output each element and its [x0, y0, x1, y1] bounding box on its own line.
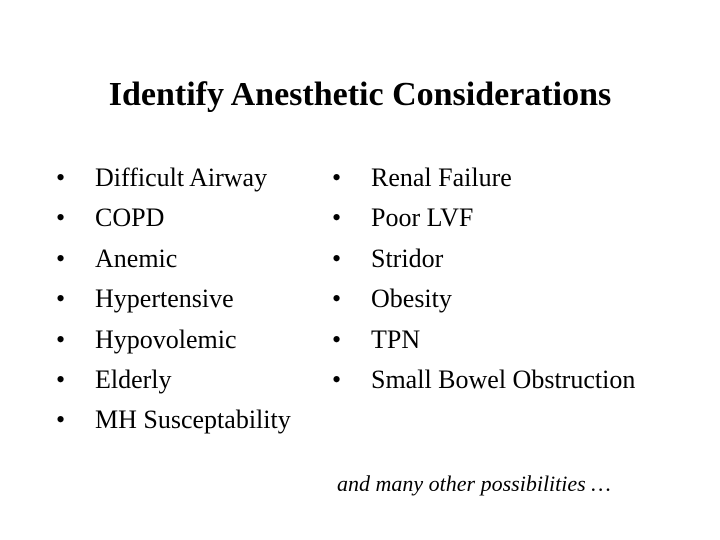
slide-title: Identify Anesthetic Considerations: [108, 76, 612, 113]
list-item-text: Difficult Airway: [95, 163, 268, 192]
list-item-text: Hypovolemic: [95, 324, 237, 354]
list-item-text: MH Susceptability: [95, 405, 291, 435]
list-item-text: Poor LVF: [371, 203, 474, 233]
list-item-text: Renal Failure: [371, 163, 512, 192]
bullet-icon: •: [332, 364, 342, 394]
bullet-icon: •: [56, 243, 66, 273]
bullet-icon: •: [332, 324, 342, 354]
list-item-text: Anemic: [95, 243, 178, 273]
bullet-icon: •: [56, 364, 66, 394]
list-item-text: Stridor: [371, 243, 444, 273]
bullet-icon: •: [332, 203, 342, 233]
bullet-icon: •: [332, 163, 342, 192]
footnote: and many other possibilities …: [337, 471, 611, 496]
list-item-text: Hypertensive: [95, 284, 234, 314]
bullet-icon: •: [332, 284, 342, 314]
bullet-icon: •: [56, 405, 66, 435]
list-item-text: TPN: [371, 324, 421, 354]
bullet-icon: •: [56, 324, 66, 354]
list-item-text: Small Bowel Obstruction: [371, 364, 636, 394]
bullet-icon: •: [56, 203, 66, 233]
list-item-text: Elderly: [95, 364, 172, 394]
list-item-text: COPD: [95, 203, 165, 233]
bullet-icon: •: [56, 163, 66, 192]
bullet-icon: •: [332, 243, 342, 273]
bullet-icon: •: [56, 284, 66, 314]
list-item-text: Obesity: [371, 284, 452, 314]
